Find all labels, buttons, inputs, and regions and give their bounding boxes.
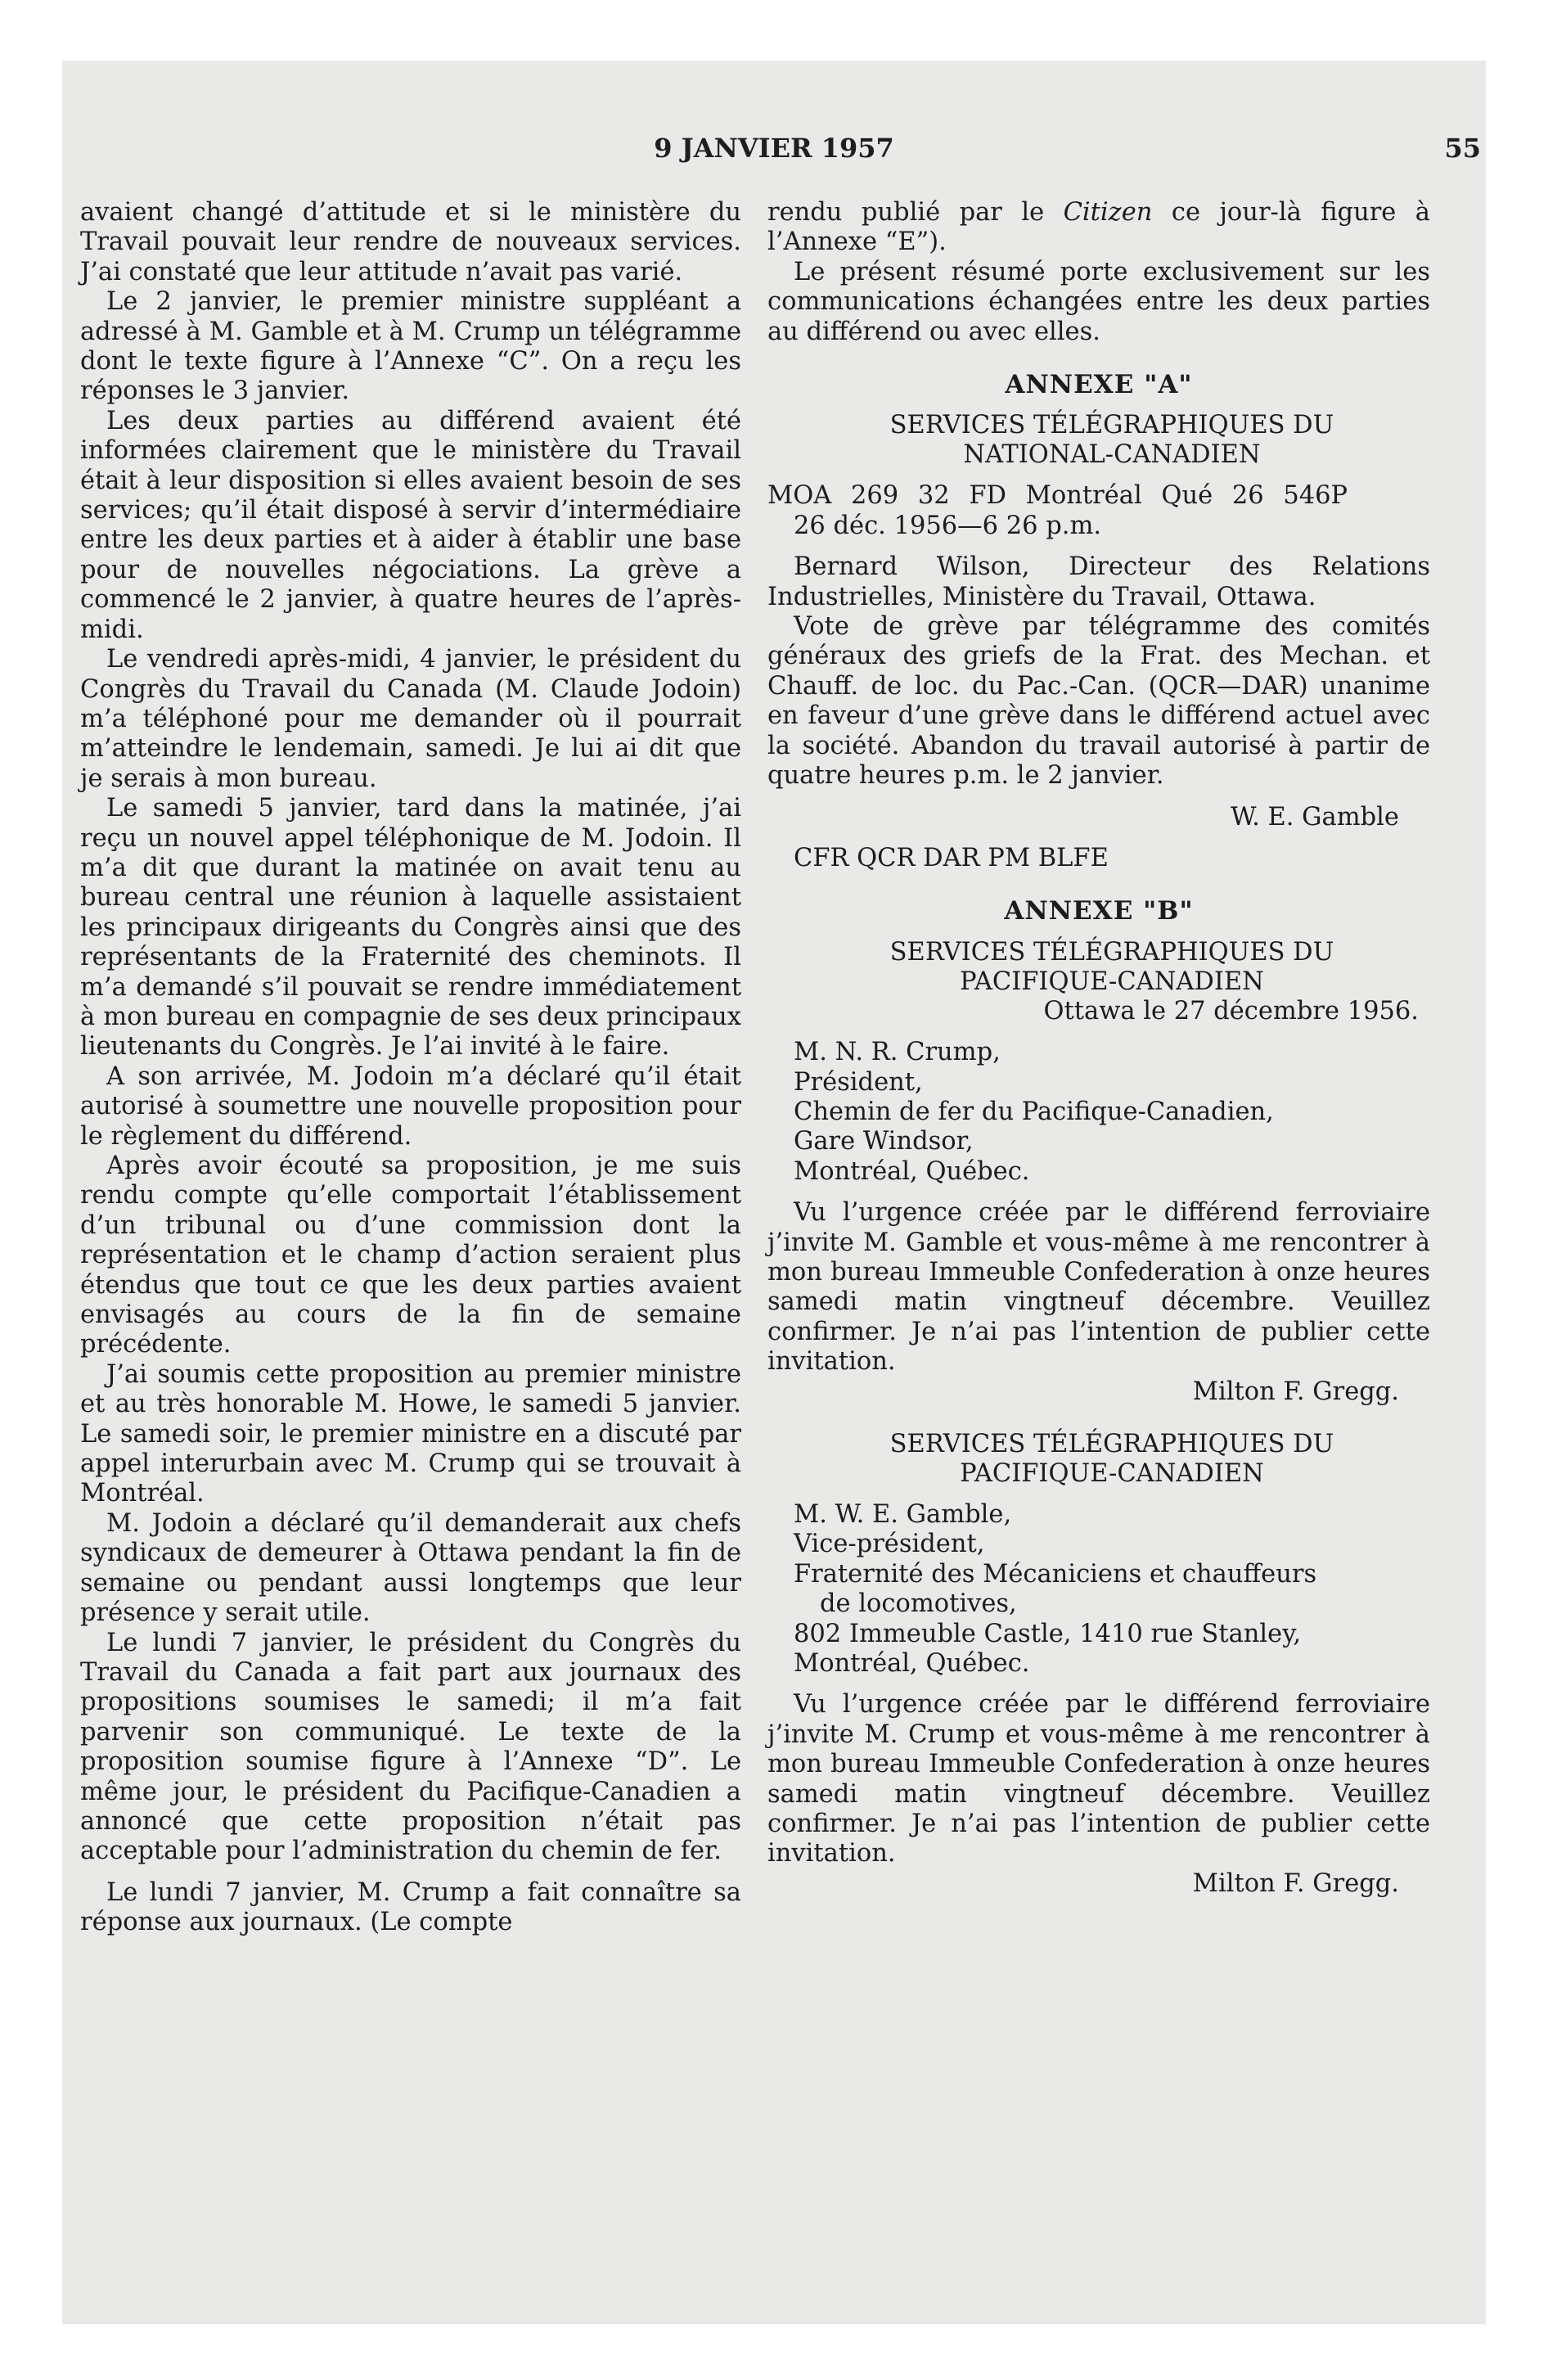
spacer — [767, 1489, 1430, 1500]
text-run: ce jour-là figure à l’Annexe “E”). — [767, 198, 1430, 257]
paragraph: A son arrivée, M. Jodoin m’a déclaré qu’il était autorisé à soumettre une nouvelle proposition pour le règlement du différend. — [80, 1062, 741, 1151]
spacer — [767, 791, 1430, 803]
page-number: 55 — [1444, 133, 1481, 164]
annex-b-heading: SERVICES TÉLÉGRAPHIQUES DU — [889, 937, 1334, 967]
spacer — [767, 1026, 1430, 1038]
left-column — [80, 198, 741, 1938]
signature: W. E. Gamble — [1231, 802, 1399, 832]
annex-a-heading: NATIONAL-CANADIEN — [963, 440, 1261, 470]
header-date: 9 JANVIER 1957 — [654, 133, 894, 164]
spacer — [767, 541, 1430, 552]
paragraph: Le lundi 7 janvier, M. Crump a fait connaître sa réponse aux journaux. (Le compte — [80, 1877, 741, 1937]
spacer — [767, 926, 1430, 938]
telegram-date: 26 déc. 1956—6 26 p.m. — [794, 511, 1102, 540]
paragraph: Le présent résumé porte exclusivement sur les communications échangées entre les deux parties au différend ou avec elles. — [767, 257, 1430, 346]
addressee: Bernard Wilson, Directeur des Relations Industrielles, Ministère du Travail, Ottawa. — [767, 552, 1430, 611]
scanned-page — [62, 61, 1486, 2324]
paragraph: Le lundi 7 janvier, le président du Congrès du Travail du Canada a fait part aux journaux des propositions soumises le samedi; il m’a fait parvenir son communiqué. Le texte de la proposition soumise figure à l’Annexe “D”. Le même jour, le président du Pacifique-Canadien a annoncé que cette proposition n’était pas acceptable pour l’administration du chemin de fer. — [80, 1628, 741, 1866]
address-line: Vice-président, — [794, 1530, 985, 1559]
paragraph: J’ai soumis cette proposition au premier ministre et au très honorable M. Howe, le samedi 5 janvier. Le samedi soir, le premier ministre en a discuté par appel interurbain avec M. Crump qui se trouvait à Montréal. — [80, 1359, 741, 1508]
address-line: de locomotives, — [820, 1589, 1017, 1619]
spacer — [80, 1867, 741, 1878]
address-line: M. N. R. Crump, — [794, 1038, 1001, 1067]
paragraph: M. Jodoin a déclaré qu’il demanderait aux chefs syndicaux de demeurer à Ottawa pendant la fin de semaine ou pendant aussi longtemps que leur présence y serait utile. — [80, 1508, 741, 1628]
annex-b2-heading: SERVICES TÉLÉGRAPHIQUES DU — [889, 1430, 1334, 1458]
address-line: 802 Immeuble Castle, 1410 rue Stanley, — [794, 1619, 1302, 1648]
spacer — [767, 470, 1430, 481]
annex-b-title: ANNEXE "B" — [1004, 896, 1194, 926]
text-run: rendu publié par le — [767, 198, 1064, 227]
address-line: Chemin de fer du Pacifique-Canadien, — [794, 1097, 1274, 1126]
right-column — [767, 198, 1430, 1899]
signature: Milton F. Gregg. — [1192, 1377, 1399, 1406]
paragraph: Le samedi 5 janvier, tard dans la matinée, j’ai reçu un nouvel appel téléphonique de M. Jodoin. Il m’a dit que durant la matinée on avait tenu au bureau central une réunion à laquelle assistaient les principaux dirigeants du Congrès ainsi que des représentants de la Fraternité des cheminots. Il m’a demandé s’il pouvait se rendre immédiatement à mon bureau en compagnie de ses deux principaux lieutenants du Congrès. Je l’ai invité à le faire. — [80, 794, 741, 1062]
newspaper-name: Citizen — [1063, 198, 1153, 227]
address-line: Fraternité des Mécaniciens et chauffeurs — [794, 1559, 1317, 1589]
spacer — [767, 1187, 1430, 1198]
spacer — [767, 347, 1430, 370]
annex-b2-heading: PACIFIQUE-CANADIEN — [960, 1459, 1264, 1488]
spacer — [767, 1407, 1430, 1430]
telegram-body: Vote de grève par télégramme des comités généraux des griefs de la Frat. des Mechan. et Chauff. de loc. du Pac.-Can. (QCR—DAR) unanime en faveur d’une grève dans le différend actuel avec la société. Abandon du travail autorisé à partir de quatre heures p.m. le 2 janvier. — [767, 612, 1430, 791]
telegram-codes: CFR QCR DAR PM BLFE — [794, 843, 1109, 872]
spacer — [767, 873, 1430, 896]
telegram-header: MOA 269 32 FD Montréal Qué 26 546P — [767, 481, 1348, 511]
annex-a-heading: SERVICES TÉLÉGRAPHIQUES DU — [889, 411, 1334, 440]
address-line: M. W. E. Gamble, — [794, 1500, 1012, 1529]
address-line: Montréal, Québec. — [794, 1649, 1030, 1679]
signature: Milton F. Gregg. — [1192, 1868, 1399, 1898]
annex-b-heading: PACIFIQUE-CANADIEN — [960, 967, 1264, 996]
dateline: Ottawa le 27 décembre 1956. — [1043, 996, 1419, 1025]
running-header — [62, 133, 1486, 182]
paragraph: avaient changé d’attitude et si le ministère du Travail pouvait leur rendre de nouveaux services. J’ai constaté que leur attitude n’avait pas varié. — [80, 198, 741, 286]
spacer — [767, 1679, 1430, 1690]
spacer — [767, 832, 1430, 844]
paragraph: Après avoir écouté sa proposition, je me suis rendu compte qu’elle comportait l’établissement d’un tribunal ou d’une commission dont la représentation et le champ d’action seraient plus étendus que tout ce que les deux parties avaient envisagés au cours de la fin de semaine précédente. — [80, 1152, 741, 1359]
paragraph: Le 2 janvier, le premier ministre suppléant a adressé à M. Gamble et à M. Crump un télégramme dont le texte figure à l’Annexe “C”. On a reçu les réponses le 3 janvier. — [80, 287, 741, 406]
spacer — [767, 399, 1430, 411]
address-line: Montréal, Québec. — [794, 1156, 1030, 1186]
address-line: Président, — [794, 1067, 923, 1097]
paragraph — [767, 198, 1430, 258]
paragraph: Le vendredi après-midi, 4 janvier, le président du Congrès du Travail du Canada (M. Claude Jodoin) m’a téléphoné pour me demander où il pourrait m’atteindre le lendemain, samedi. Je lui ai dit que je serais à mon bureau. — [80, 645, 741, 793]
address-line: Gare Windsor, — [794, 1127, 974, 1156]
annex-a-title: ANNEXE "A" — [1005, 370, 1193, 400]
paragraph: Les deux parties au différend avaient été informées clairement que le ministère du Travail était à leur disposition si elles avaient besoin de ses services; qu’il était disposé à servir d’intermédiaire entre les deux parties et à aider à établir une base pour de nouvelles négociations. La grève a commencé le 2 janvier, à quatre heures de l’après-midi. — [80, 406, 741, 644]
telegram-body: Vu l’urgence créée par le différend ferroviaire j’invite M. Crump et vous-même à me rencontrer à mon bureau Immeuble Confederation à onze heures samedi matin vingtneuf décembre. Veuillez confirmer. Je n’ai pas l’intention de publier cette invitation. — [767, 1690, 1430, 1868]
telegram-body: Vu l’urgence créée par le différend ferroviaire j’invite M. Gamble et vous-même à me rencontrer à mon bureau Immeuble Confederation à onze heures samedi matin vingtneuf décembre. Veuillez confirmer. Je n’ai pas l’intention de publier cette invitation. — [767, 1198, 1430, 1377]
